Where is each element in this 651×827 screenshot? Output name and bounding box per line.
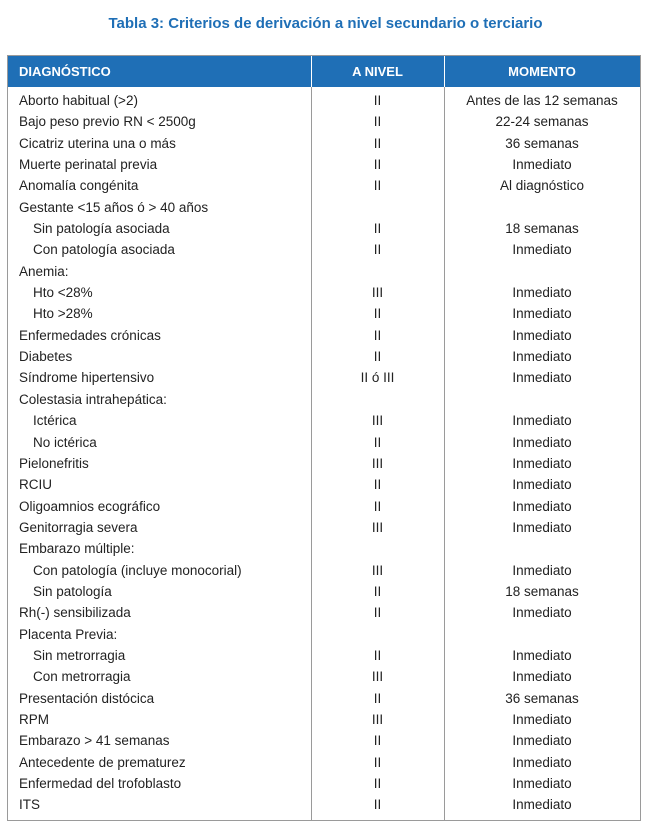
cell-nivel: II (373, 733, 382, 749)
cell-nivel: II (373, 434, 382, 450)
cell-momento: Inmediato (512, 733, 572, 749)
cell-diagnostico: Enfermedad del trofoblasto (19, 776, 182, 791)
cell-nivel: III (371, 455, 384, 471)
cell-diagnostico: Cicatriz uterina una o más (19, 135, 176, 151)
table-row (8, 303, 640, 324)
cell-momento: Inmediato (512, 349, 572, 365)
cell-nivel: II (373, 349, 382, 365)
cell-diagnostico: Enfermedades crónicas (19, 327, 161, 343)
table-row (8, 645, 640, 666)
table-row (8, 389, 640, 410)
cell-diagnostico: Diabetes (19, 349, 73, 365)
cell-nivel: II (373, 114, 382, 130)
cell-diagnostico: ITS (19, 797, 41, 813)
table-row (8, 496, 640, 517)
cell-diagnostico: Sin patología asociada (33, 221, 170, 237)
cell-momento: Inmediato (512, 797, 572, 813)
table-row (8, 538, 640, 559)
table-row (8, 197, 640, 218)
cell-diagnostico: Muerte perinatal previa (19, 157, 158, 173)
cell-momento: Inmediato (512, 605, 572, 621)
cell-nivel: II (373, 477, 382, 493)
header-nivel: A NIVEL (352, 64, 403, 79)
cell-momento: 22-24 semanas (495, 114, 589, 130)
cell-diagnostico: Ictérica (33, 413, 77, 429)
cell-diagnostico: Antecedente de prematurez (19, 754, 186, 770)
cell-diagnostico: No ictérica (33, 434, 97, 450)
cell-diagnostico: Rh(-) sensibilizada (19, 605, 131, 621)
table-row (8, 410, 640, 431)
table-row (8, 346, 640, 367)
cell-momento: 18 semanas (505, 583, 579, 599)
cell-nivel: II (373, 135, 382, 151)
cell-diagnostico: Sin patología (33, 583, 112, 599)
table-row (8, 432, 640, 453)
cell-momento: Inmediato (512, 562, 572, 578)
cell-nivel: II (373, 327, 382, 343)
header-diagnostico: DIAGNÓSTICO (19, 64, 111, 79)
cell-momento: Inmediato (512, 157, 572, 173)
cell-nivel: II (373, 306, 382, 322)
cell-momento: Inmediato (512, 519, 572, 535)
table-row (8, 794, 640, 815)
table-row (8, 581, 640, 602)
cell-momento: Inmediato (512, 242, 572, 258)
cell-diagnostico: Embarazo > 41 semanas (19, 733, 170, 749)
table-row (8, 218, 640, 239)
cell-diagnostico: Bajo peso previo RN < 2500g (19, 114, 196, 130)
table-row (8, 517, 640, 538)
cell-nivel: III (371, 413, 384, 429)
cell-momento: Inmediato (512, 370, 572, 386)
table-header (8, 56, 640, 87)
cell-diagnostico: Colestasia intrahepática: (19, 391, 167, 407)
table-row (8, 666, 640, 687)
cell-momento: Inmediato (512, 285, 572, 301)
cell-momento: Al diagnóstico (499, 178, 585, 194)
header-momento: MOMENTO (508, 64, 576, 79)
table-row (8, 453, 640, 474)
cell-momento: 18 semanas (505, 221, 579, 237)
cell-nivel: II (373, 605, 382, 621)
cell-diagnostico: Embarazo múltiple: (19, 541, 135, 557)
cell-diagnostico: Aborto habitual (>2) (19, 93, 138, 108)
cell-nivel: III (371, 669, 384, 685)
table-row (8, 367, 640, 388)
cell-nivel: III (371, 562, 384, 578)
table-row (8, 602, 640, 623)
cell-nivel: II (373, 157, 382, 173)
table-row (8, 239, 640, 260)
table-row (8, 709, 640, 730)
cell-nivel: II (373, 690, 382, 706)
cell-momento: Inmediato (512, 754, 572, 770)
table-row (8, 688, 640, 709)
table-row (8, 773, 640, 794)
table-row (8, 282, 640, 303)
cell-diagnostico: Anomalía congénita (19, 178, 139, 194)
cell-momento: 36 semanas (505, 690, 579, 706)
cell-diagnostico: Presentación distócica (19, 690, 155, 706)
cell-diagnostico: Pielonefritis (19, 455, 89, 471)
table-row (8, 175, 640, 196)
cell-momento: Inmediato (512, 306, 572, 322)
cell-diagnostico: Gestante <15 años ó > 40 años (19, 199, 209, 215)
cell-momento: Inmediato (512, 776, 572, 791)
cell-diagnostico: Con patología asociada (33, 242, 175, 258)
table-row (8, 730, 640, 751)
table-row (8, 154, 640, 175)
table-row (8, 261, 640, 282)
cell-momento: Inmediato (512, 647, 572, 663)
cell-diagnostico: Hto >28% (33, 306, 93, 322)
cell-diagnostico: Con metrorragia (33, 669, 131, 685)
cell-momento: Inmediato (512, 669, 572, 685)
cell-nivel: II (373, 647, 382, 663)
cell-nivel: II (373, 776, 382, 791)
cell-diagnostico: Anemia: (19, 263, 69, 279)
cell-diagnostico: Genitorragia severa (19, 519, 138, 535)
table-row (8, 90, 640, 111)
cell-diagnostico: Oligoamnios ecográfico (19, 498, 161, 514)
cell-nivel: II (373, 242, 382, 258)
cell-diagnostico: Sin metrorragia (33, 647, 126, 663)
cell-nivel: II (373, 93, 382, 108)
cell-nivel: II ó III (360, 370, 395, 386)
cell-momento: Inmediato (512, 413, 572, 429)
table-row (8, 560, 640, 581)
cell-nivel: II (373, 797, 382, 813)
cell-momento: Inmediato (512, 455, 572, 471)
table-row (8, 133, 640, 154)
cell-nivel: III (371, 285, 384, 301)
cell-nivel: III (371, 519, 384, 535)
cell-diagnostico: RPM (19, 711, 49, 727)
cell-diagnostico: Con patología (incluye monocorial) (33, 562, 242, 578)
table-row (8, 474, 640, 495)
cell-momento: Inmediato (512, 434, 572, 450)
cell-nivel: III (371, 711, 384, 727)
cell-diagnostico: Hto <28% (33, 285, 93, 301)
table-row (8, 624, 640, 645)
cell-diagnostico: Síndrome hipertensivo (19, 370, 155, 386)
cell-nivel: II (373, 583, 382, 599)
cell-nivel: II (373, 178, 382, 194)
cell-nivel: II (373, 221, 382, 237)
cell-momento: Inmediato (512, 711, 572, 727)
cell-momento: Inmediato (512, 477, 572, 493)
cell-diagnostico: Placenta Previa: (19, 626, 118, 642)
cell-diagnostico: RCIU (19, 477, 52, 493)
cell-nivel: II (373, 498, 382, 514)
table-row (8, 752, 640, 773)
table-row (8, 111, 640, 132)
cell-momento: Antes de las 12 semanas (466, 93, 618, 108)
table-row (8, 325, 640, 346)
table-title: Tabla 3: Criterios de derivación a nivel secundario o terciario (108, 15, 543, 32)
cell-nivel: II (373, 754, 382, 770)
cell-momento: Inmediato (512, 498, 572, 514)
cell-momento: 36 semanas (505, 135, 579, 151)
table-body (8, 90, 640, 816)
cell-momento: Inmediato (512, 327, 572, 343)
